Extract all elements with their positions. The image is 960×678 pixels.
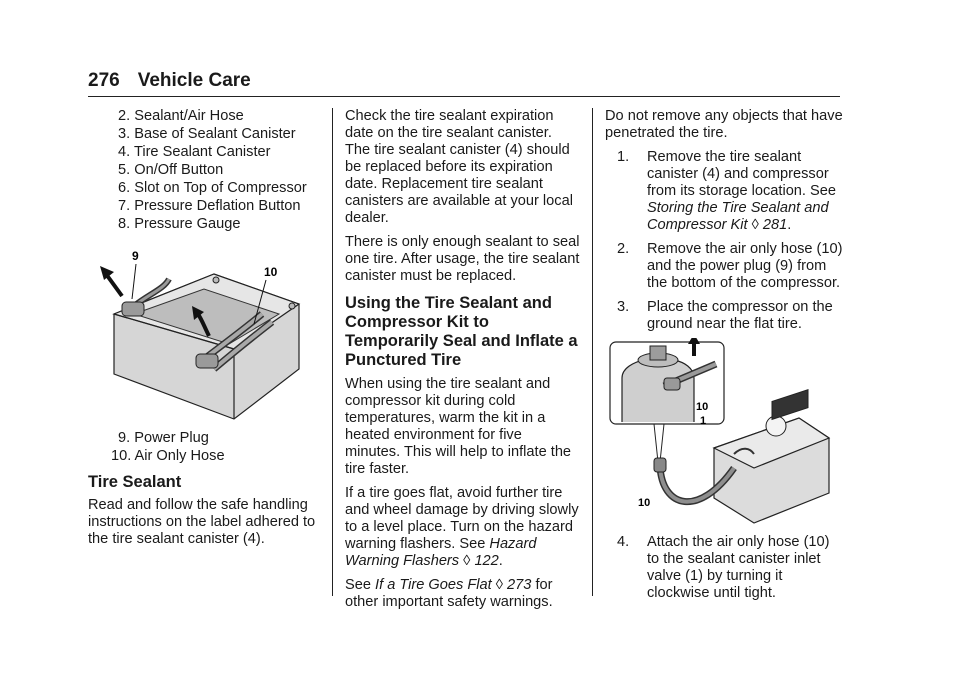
list-item: 3. Base of Sealant Canister — [118, 126, 296, 142]
step-text: Attach the air only hose (10) to the sealant canister inlet valve (1) by turning it clockwise until tight. — [647, 534, 830, 601]
section-title: Vehicle Care — [137, 70, 251, 91]
paragraph-text: for other important safety warnings. — [345, 577, 553, 610]
compressor-bottom-illustration — [94, 244, 310, 422]
paragraph: Read and follow the safe handling instructions on the label adhered to the tire sealant canister (4). — [88, 497, 316, 547]
section-heading: Using the Tire Sealant and Compressor Kit to Temporarily Seal and Inflate a Punctured Tire — [345, 294, 578, 369]
step-text: Place the compressor on the ground near the flat tire. — [647, 299, 833, 332]
step-text: Remove the air only hose (10) and the power plug (9) from the bottom of the compressor. — [647, 241, 843, 291]
paragraph — [345, 485, 580, 570]
cross-reference-link[interactable]: Storing the Tire Sealant and Compressor Kit — [647, 200, 829, 233]
callout-10: 10 — [264, 265, 278, 279]
paragraph-text: If a tire goes flat, avoid further tire and wheel damage by driving slowly to a level place. Turn on the hazard warning flashers. See — [345, 485, 579, 552]
page-header — [88, 70, 251, 92]
step-2 — [617, 241, 845, 292]
step-text: . — [787, 217, 792, 233]
column-3 — [605, 108, 845, 340]
paragraph: When using the tire sealant and compressor kit during cold temperatures, warm the kit in a heated environment for five minutes. This will help to inflate the tire faster. — [345, 376, 572, 477]
callout-1: 1 — [700, 415, 707, 427]
list-item: 9. Power Plug — [118, 430, 209, 446]
parts-list-bottom — [88, 430, 320, 465]
column-3-lower — [605, 534, 845, 609]
list-item: 2. Sealant/Air Hose — [118, 108, 244, 124]
list-item: 6. Slot on Top of Compressor — [118, 180, 307, 196]
step-4 — [617, 534, 845, 602]
list-item: 7. Pressure Deflation Button — [118, 198, 301, 214]
page-number: 276 — [88, 70, 120, 91]
column-divider — [592, 108, 593, 596]
step-3 — [617, 299, 845, 333]
callout-10b: 10 — [638, 497, 651, 509]
page-ref-symbol: ◊ — [751, 217, 759, 233]
callout-10a: 10 — [696, 401, 709, 413]
step-text: Remove the tire sealant canister (4) and compressor from its storage location. See — [647, 149, 836, 199]
list-item: 8. Pressure Gauge — [118, 216, 241, 232]
step-1 — [617, 149, 845, 234]
step-number: 4. — [617, 534, 630, 550]
page-ref-symbol: ◊ — [463, 553, 471, 569]
page-ref[interactable]: 122 — [474, 553, 499, 569]
cross-reference-link[interactable]: Hazard Warning Flashers — [345, 536, 537, 569]
list-item: 10. Air Only Hose — [111, 448, 225, 464]
step-number: 1. — [617, 149, 630, 165]
cross-reference-link[interactable]: If a Tire Goes Flat — [375, 577, 492, 593]
page-ref[interactable]: 273 — [507, 577, 532, 593]
paragraph: Check the tire sealant expiration date on the tire sealant canister. The tire sealant canister (4) should be replaced before its expiration date. Replacement tire sealant canisters are available at your local dealer. — [345, 108, 573, 226]
parts-list-top — [88, 108, 320, 233]
paragraph: Do not remove any objects that have penetrated the tire. — [605, 108, 843, 141]
column-2 — [345, 108, 580, 618]
column-1-lower — [88, 430, 320, 555]
paragraph-text: See — [345, 577, 376, 593]
step-number: 3. — [617, 299, 630, 315]
list-item: 4. Tire Sealant Canister — [118, 144, 271, 160]
section-heading: Tire Sealant — [88, 473, 182, 491]
header-rule — [88, 96, 840, 97]
page-ref[interactable]: 281 — [762, 217, 788, 233]
column-divider — [332, 108, 333, 596]
column-1 — [88, 108, 320, 234]
page-ref-symbol: ◊ — [495, 577, 503, 593]
paragraph — [345, 577, 580, 611]
list-item: 5. On/Off Button — [118, 162, 224, 178]
step-number: 2. — [617, 241, 630, 257]
hose-attachment-illustration — [604, 338, 836, 528]
paragraph: There is only enough sealant to seal one tire. After usage, the tire sealant canister must be replaced. — [345, 234, 580, 284]
paragraph-text: . — [498, 553, 503, 569]
callout-9: 9 — [132, 249, 139, 263]
